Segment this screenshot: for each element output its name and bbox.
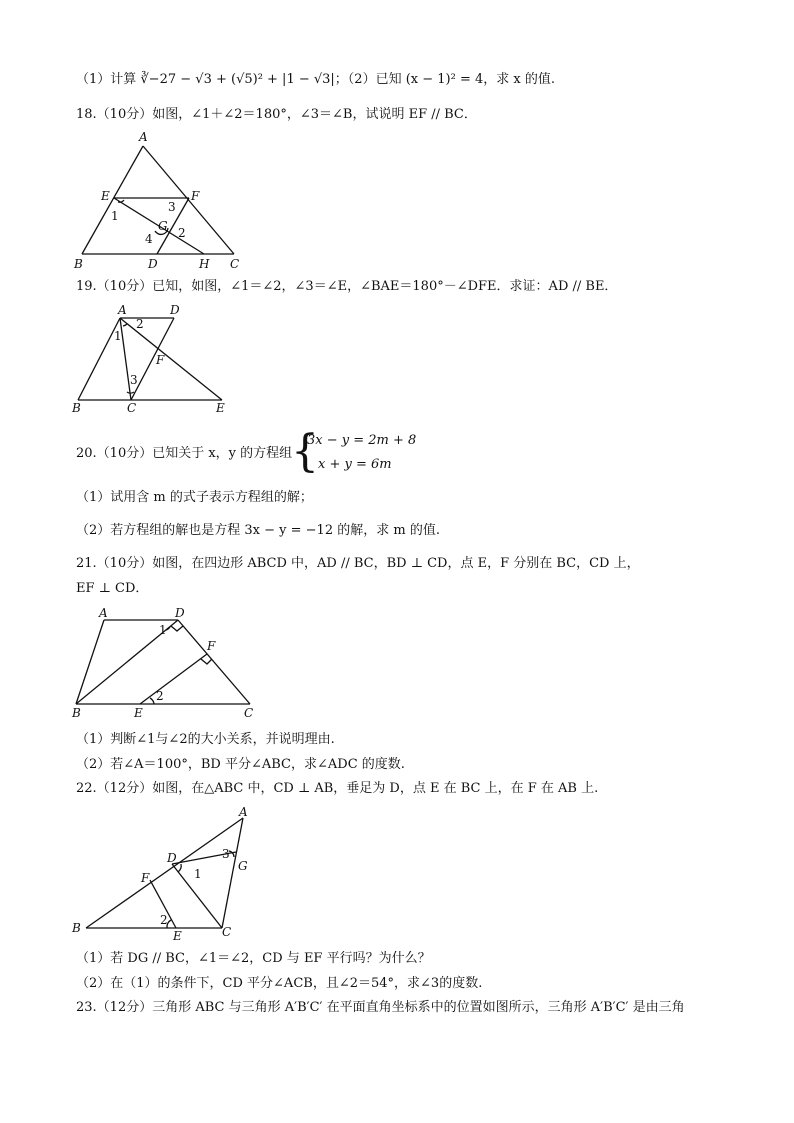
q18-label-F: F	[191, 189, 200, 203]
q22-sub1: （1）若 DG // BC，∠1＝∠2，CD 与 EF 平行吗？为什么？	[76, 951, 431, 966]
q17-text: （1）计算 ∛−27 − √3 + (√5)² + |1 − √3|；（2）已知 (x − 1)² = 4，求 x 的值.	[76, 72, 555, 87]
q18-label-3: 3	[168, 200, 176, 214]
q22-label-G: G	[238, 859, 248, 873]
q19-label-3: 3	[130, 373, 138, 387]
q22-label-2: 2	[160, 913, 168, 927]
q22-label-A: A	[239, 805, 248, 819]
q22-label-D: D	[167, 851, 177, 865]
q22-label-3: 3	[222, 847, 230, 861]
q18-label-D: D	[148, 257, 158, 271]
q19-figure	[70, 300, 240, 418]
q18-label-A: A	[139, 130, 148, 144]
q22-sub2: （2）在（1）的条件下，CD 平分∠ACB，且∠2＝54°，求∠3的度数.	[76, 976, 483, 991]
q20-text: 20.（10分）已知关于 x，y 的方程组	[76, 446, 293, 461]
q22-text: 22.（12分）如图，在△ABC 中，CD ⊥ AB，垂足为 D，点 E 在 BC 上，在 F 在 AB 上.	[76, 781, 599, 796]
q18-label-2: 2	[178, 226, 186, 240]
q20-sub1: （1）试用含 m 的式子表示方程组的解；	[76, 490, 313, 505]
q18-label-G: G	[158, 219, 168, 233]
q18-figure	[70, 128, 250, 270]
q21-label-E: E	[134, 706, 143, 720]
q20-brace: {	[291, 426, 319, 477]
q22-label-B: B	[72, 921, 81, 935]
q23-text: 23.（12分）三角形 ABC 与三角形 A′B′C′ 在平面直角坐标系中的位置如图所示，三角形 A′B′C′ 是由三角	[76, 1000, 685, 1015]
q20-sub2: （2）若方程组的解也是方程 3x − y = −12 的解，求 m 的值.	[76, 523, 440, 538]
q21-label-A: A	[99, 606, 108, 620]
q21-label-D: D	[175, 606, 185, 620]
q21-label-2: 2	[156, 689, 164, 703]
q18-label-C: C	[230, 257, 240, 271]
q19-label-F: F	[156, 353, 165, 367]
q22-label-E: E	[173, 929, 182, 943]
q19-label-C: C	[127, 401, 137, 415]
q18-text: 18.（10分）如图，∠1＋∠2＝180°，∠3＝∠B，试说明 EF // BC．	[76, 107, 477, 122]
q19-label-D: D	[170, 303, 180, 317]
q21-label-B: B	[72, 706, 81, 720]
q21-sub1: （1）判断∠1与∠2的大小关系，并说明理由.	[76, 732, 335, 747]
q21-text: 21.（10分）如图，在四边形 ABCD 中，AD // BC，BD ⊥ CD，点 E，F 分别在 BC，CD 上，	[76, 556, 640, 571]
q21-label-1: 1	[159, 623, 167, 637]
q19-label-2: 2	[136, 317, 144, 331]
q18-label-B: B	[74, 257, 83, 271]
q21-label-C: C	[244, 706, 254, 720]
q19-label-1: 1	[114, 329, 122, 343]
q18-label-1: 1	[111, 209, 119, 223]
q19-label-A: A	[118, 303, 127, 317]
q18-label-E: E	[101, 189, 110, 203]
q22-label-C: C	[222, 925, 232, 939]
q19-label-B: B	[72, 401, 81, 415]
q21-text2: EF ⊥ CD．	[76, 581, 149, 596]
q20-eq1: 3x − y = 2m + 8	[307, 433, 417, 448]
q22-label-F: F	[141, 871, 150, 885]
q19-text: 19.（10分）已知，如图，∠1＝∠2，∠3＝∠E，∠BAE＝180°－∠DFE．求证：AD // BE．	[76, 279, 618, 294]
q19-label-E: E	[216, 401, 225, 415]
q21-sub2: （2）若∠A＝100°，BD 平分∠ABC，求∠ADC 的度数.	[76, 757, 405, 772]
q20-eq2: x + y = 6m	[318, 457, 392, 472]
q22-label-1: 1	[194, 867, 202, 881]
q18-label-H: H	[199, 257, 210, 271]
q21-figure	[70, 604, 255, 720]
q21-label-F: F	[207, 639, 216, 653]
q22-figure	[70, 800, 260, 946]
q18-label-4: 4	[145, 232, 153, 246]
